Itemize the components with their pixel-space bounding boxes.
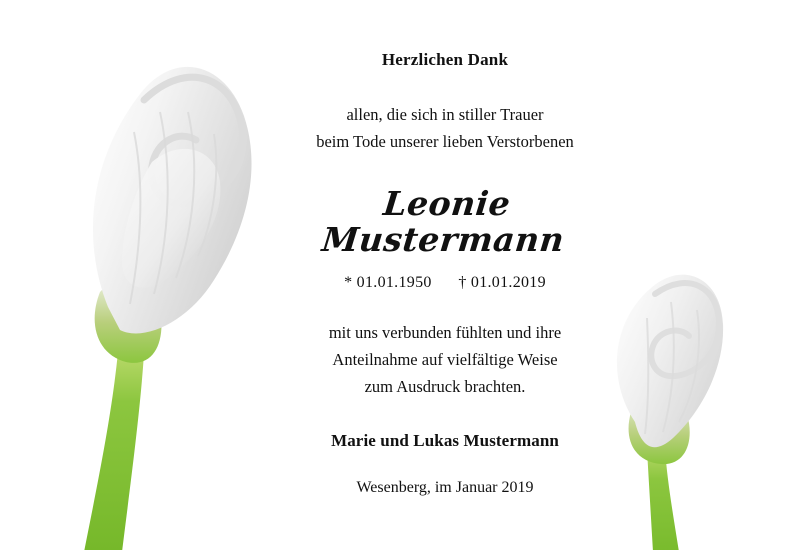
intro-line-2: beim Tode unserer lieben Verstorbenen [316,132,574,152]
thanks-title: Herzlichen Dank [381,50,509,69]
card-text-block [255,50,635,497]
birth-date: * 01.01.1950 [344,274,432,292]
intro-text [255,102,635,155]
intro-line-1: allen, die sich in stiller Trauer [346,105,544,125]
body-text [255,320,635,400]
place-and-date: Wesenberg, im Januar 2019 [356,478,534,496]
body-line-1: mit uns verbunden fühlten und ihre [328,323,562,343]
body-line-3: zum Ausdruck brachten. [364,376,526,396]
body-line-2: Anteilnahme auf vielfältige Weise [332,350,558,370]
death-date: † 01.01.2019 [458,274,546,292]
deceased-name: Leonie Mustermann [320,183,567,260]
signers: Marie und Lukas Mustermann [331,430,559,450]
life-dates [255,274,635,292]
